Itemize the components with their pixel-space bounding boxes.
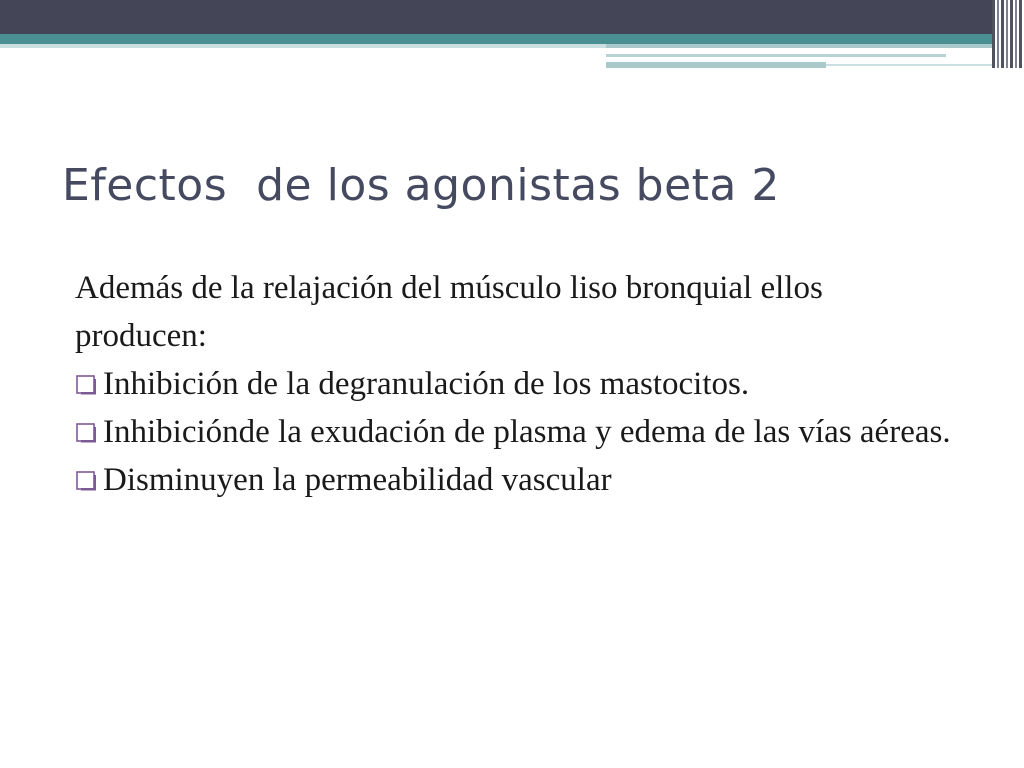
- header-stripes: [992, 0, 1024, 68]
- slide-title: Efectos de los agonistas beta 2: [62, 160, 780, 211]
- list-item: [75, 408, 975, 456]
- header-accent-line: [606, 62, 826, 68]
- checkbox-square-icon: [76, 375, 100, 395]
- bullet-text: Inhibición de la degranulación de los mastocitos.: [103, 366, 750, 402]
- checkbox-square-icon: [76, 423, 100, 443]
- header-accent-line: [606, 54, 946, 57]
- slide-body: [75, 264, 975, 504]
- bullet-text: Inhibiciónde la exudación de plasma y edema de las vías aéreas.: [103, 414, 951, 450]
- checkbox-square-icon: [76, 471, 100, 491]
- header-accent-line: [826, 64, 992, 66]
- list-item: [75, 456, 975, 504]
- list-item: [75, 360, 975, 408]
- header-teal-bar: [0, 34, 992, 44]
- bullet-list: [75, 360, 975, 504]
- header-accent-line: [606, 44, 992, 48]
- header-dark-bar: [0, 0, 992, 34]
- intro-text: Además de la relajación del músculo liso bronquial ellos producen:: [75, 270, 823, 354]
- header-accent-line: [0, 44, 606, 48]
- bullet-text: Disminuyen la permeabilidad vascular: [103, 462, 612, 498]
